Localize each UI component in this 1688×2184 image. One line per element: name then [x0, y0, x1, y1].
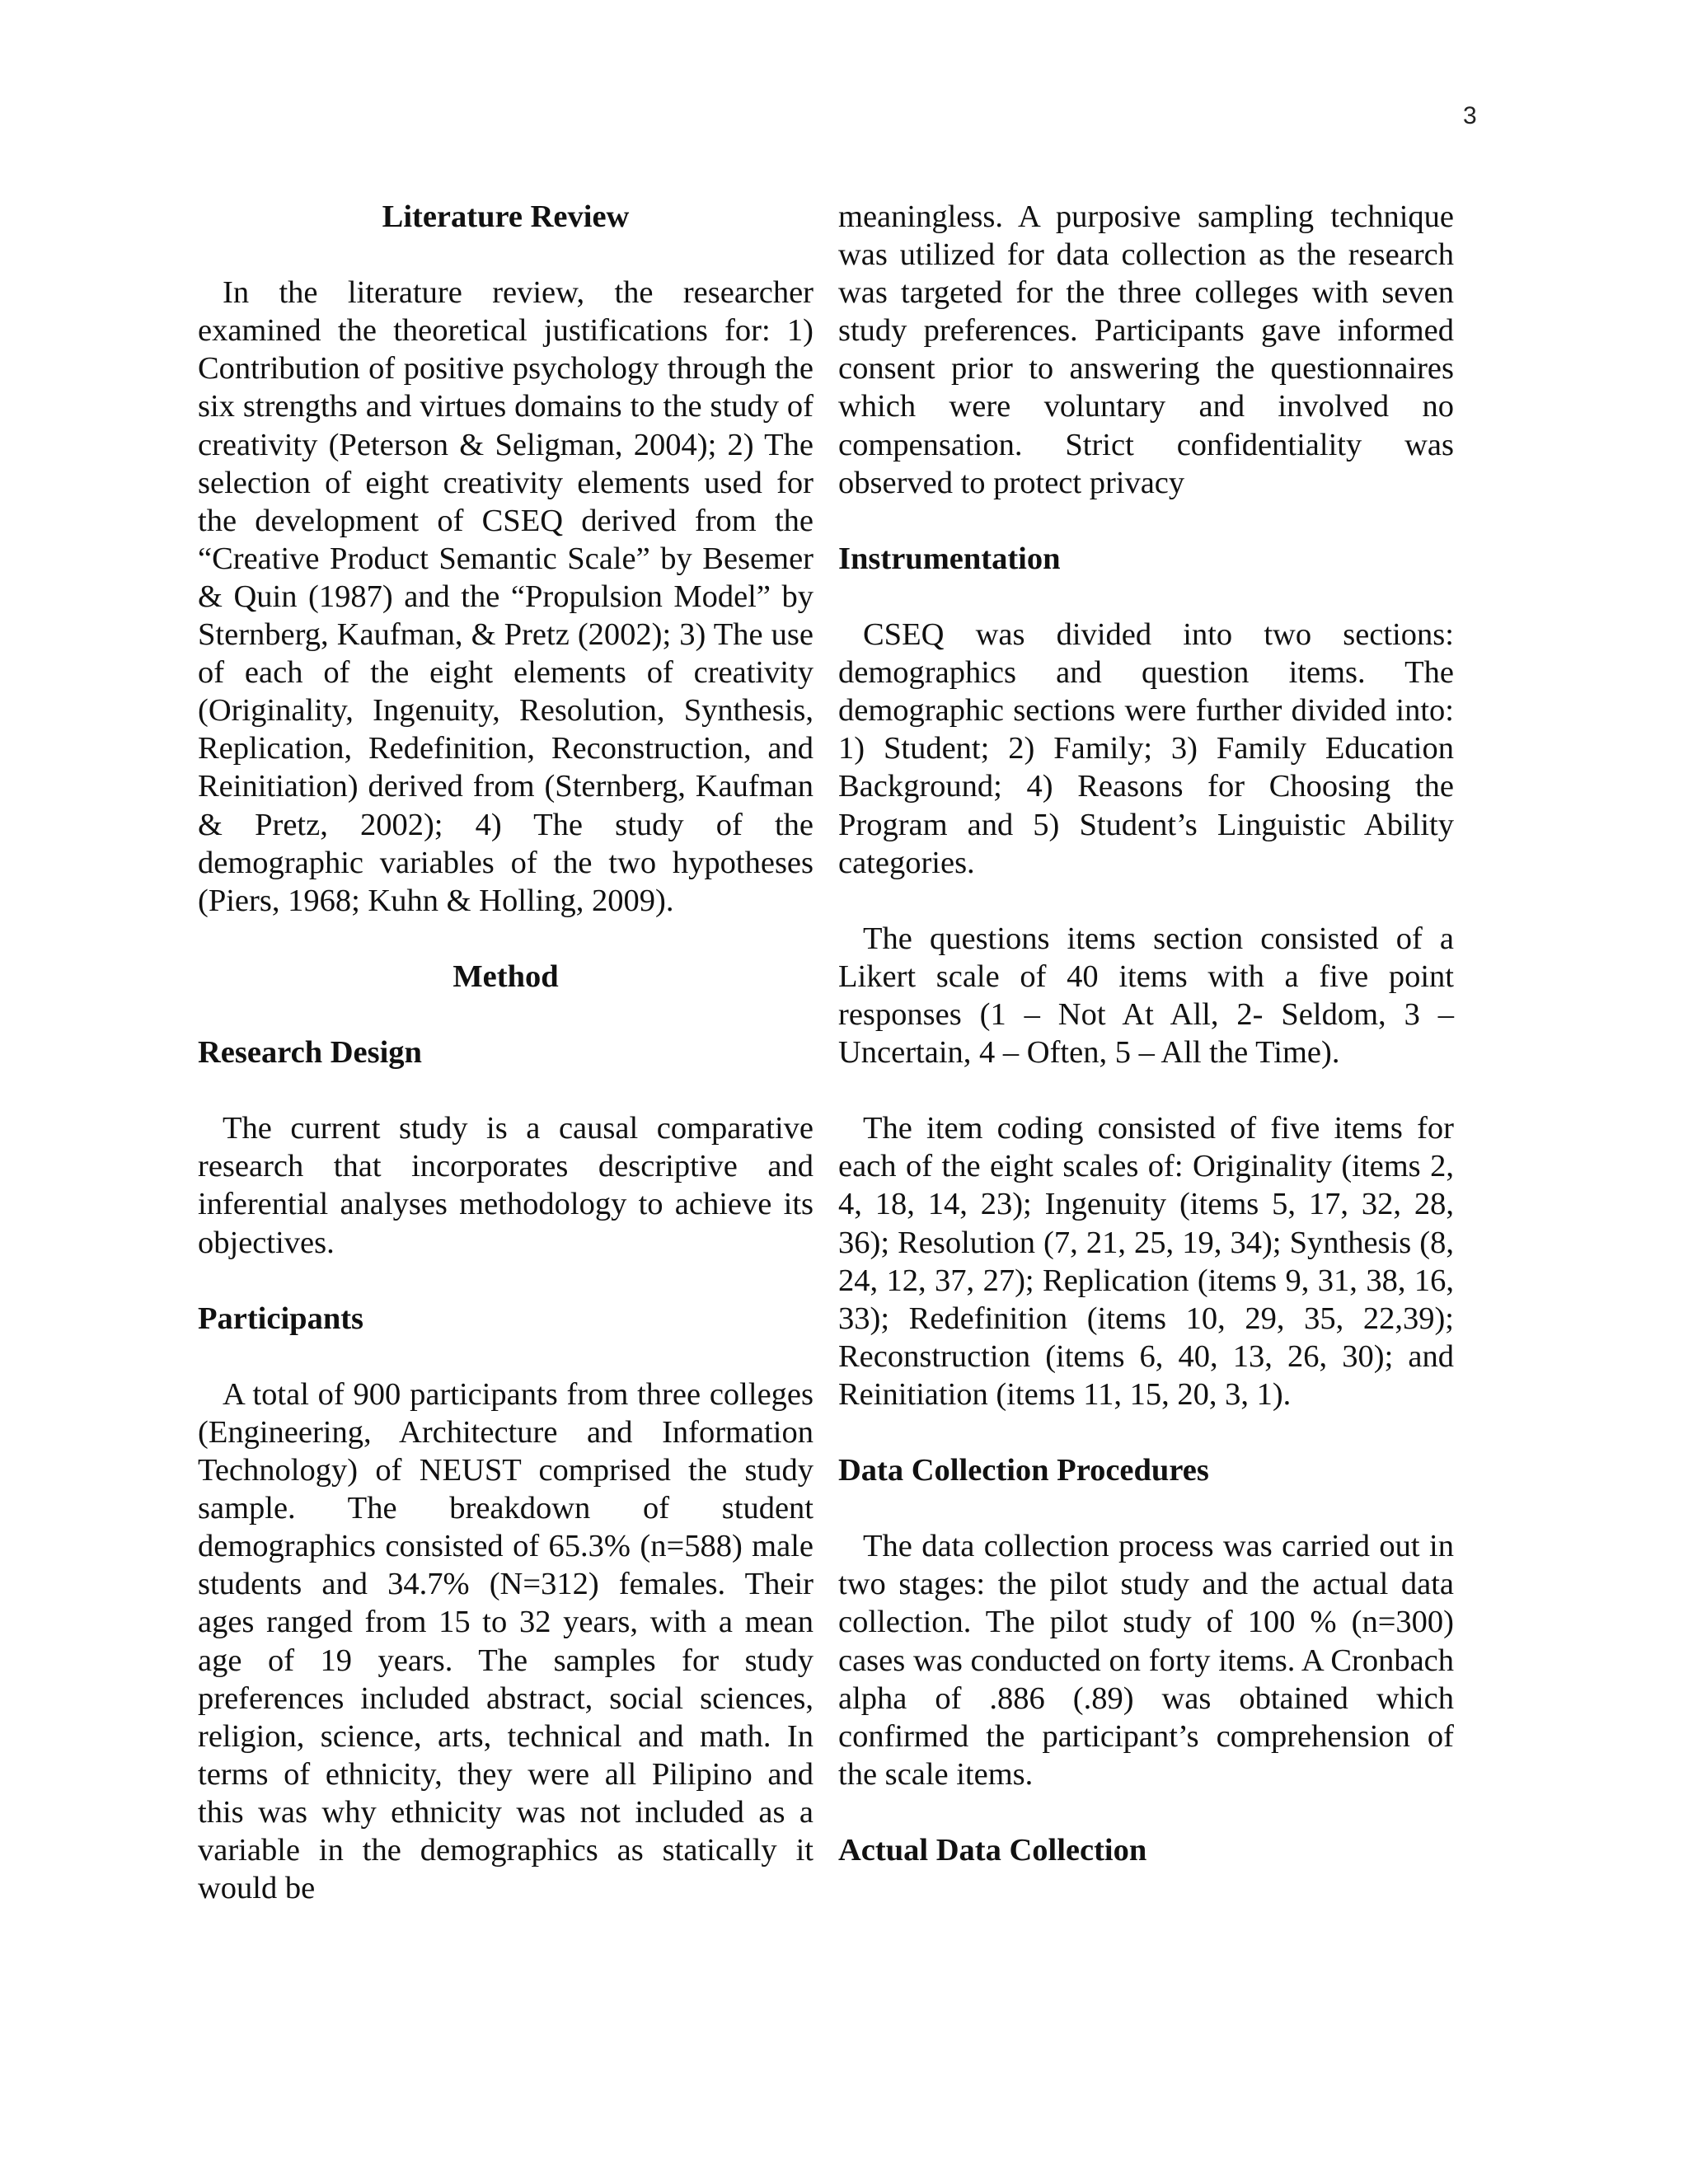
paragraph-instrumentation-likert: The questions items section consisted of a Likert scale of 40 items with a five point responses (1 – Not At All, 2- Seldom, 3 – Uncertain, 4 – Often, 5 – All the Time).: [838, 921, 1454, 1071]
heading-actual-data-collection: Actual Data Collection: [838, 1833, 1147, 1868]
spacer: [198, 236, 814, 274]
spacer: [838, 578, 1454, 616]
paragraph-participants-continued: meaningless. A purposive sampling technique was utilized for data collection as the research was targeted for the three colleges with seven study preferences. Participants gave informed consent prior to answering the questionnaires which were voluntary and involved no compensation. Strict confidentiality was observed to protect privacy: [838, 199, 1454, 500]
spacer: [198, 1338, 814, 1376]
heading-participants: Participants: [198, 1301, 364, 1336]
paragraph-data-collection: The data collection process was carried out in two stages: the pilot study and the actual data collection. The pilot study of 100 % (n=300) cases was conducted on forty items. A Cronbach alpha of .886 (.89) was obtained which confirmed the participant’s comprehension of the scale items.: [838, 1529, 1454, 1792]
spacer: [838, 882, 1454, 920]
paragraph-instrumentation-coding: The item coding consisted of five items for each of the eight scales of: Originality (items 2, 4, 18, 14, 23); Ingenuity (items 5, 17, 32, 28, 36); Resolution (7, 21, 25, 19, 34); Synthesis (8, 24, 12, 37, 27); Replication (items 9, 31, 38, 16, 33); Redefinition (items 10, 29, 35, 22,39); Reconstruction (items 6, 40, 13, 26, 30); and Reinitiation (items 11, 15, 20, 3, 1).: [838, 1111, 1454, 1412]
spacer: [838, 1413, 1454, 1451]
heading-research-design: Research Design: [198, 1035, 422, 1071]
heading-literature-review: Literature Review: [382, 199, 630, 234]
paragraph-participants: A total of 900 participants from three colleges (Engineering, Architecture and Information Technology) of NEUST comprised the study sample. The breakdown of student demographics consisted of 65.3% (n=588) male students and 34.7% (N=312) females. Their ages ranged from 15 to 32 years, with a mean age of 19 years. The samples for study preferences included abstract, social sciences, religion, science, arts, technical and math. In terms of ethnicity, they were all Pilipino and this was why ethnicity was not included as a variable in the demographics as statically it would be: [198, 1376, 814, 1906]
heading-instrumentation: Instrumentation: [838, 541, 1061, 576]
paragraph-research-design: The current study is a causal comparative research that incorporates descriptive and inferential analyses methodology to achieve its objectives.: [198, 1111, 814, 1260]
page-number: 3: [1463, 102, 1477, 129]
spacer: [838, 502, 1454, 540]
paragraph-instrumentation-sections: CSEQ was divided into two sections: demographics and question items. The demographic sections were further divided into: 1) Student; 2) Family; 3) Family Education Background; 4) Reasons for Choosing the Program and 5) Student’s Linguistic Ability categories.: [838, 617, 1454, 880]
left-column: [198, 198, 814, 1907]
heading-data-collection-procedures: Data Collection Procedures: [838, 1453, 1209, 1488]
spacer: [198, 1071, 814, 1109]
spacer: [838, 1071, 1454, 1109]
spacer: [198, 1262, 814, 1300]
paragraph-literature-review: In the literature review, the researcher examined the theoretical justifications for: 1) Contribution of positive psychology through the six strengths and virtues domains to the study of creativity (Peterson & Seligman, 2004); 2) The selection of eight creativity elements used for the development of CSEQ derived from the “Creative Product Semantic Scale” by Besemer & Quin (1987) and the “Propulsion Model” by Sternberg, Kaufman, & Pretz (2002); 3) The use of each of the eight elements of creativity (Originality, Ingenuity, Resolution, Synthesis, Replication, Redefinition, Reconstruction, and Reinitiation) derived from (Sternberg, Kaufman & Pretz, 2002); 4) The study of the demographic variables of the two hypotheses (Piers, 1968; Kuhn & Holling, 2009).: [198, 275, 814, 918]
spacer: [838, 1489, 1454, 1527]
spacer: [198, 920, 814, 958]
spacer: [838, 1793, 1454, 1831]
spacer: [198, 996, 814, 1033]
right-column: [838, 198, 1454, 1869]
heading-method: Method: [452, 958, 559, 994]
